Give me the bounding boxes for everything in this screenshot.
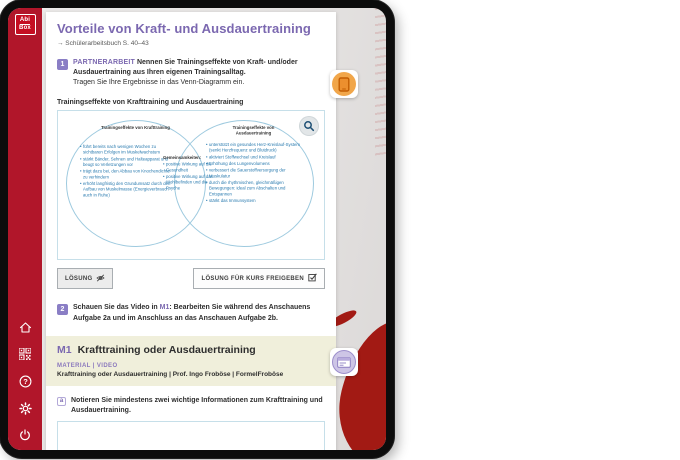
venn-left-list [80, 144, 174, 199]
task-2a-letter: a [57, 397, 66, 406]
sidebar-nav [18, 320, 32, 442]
venn-item: • stärkt Bänder, Sehnen und Halteapparat und beugt so Verletzungen vor [80, 157, 174, 168]
venn-item: • Erhöhung des Lungenvolumens [206, 161, 306, 167]
venn-caption: Trainingseffekte von Krafttraining und Ausdauertraining [57, 99, 244, 107]
settings-icon[interactable] [18, 401, 32, 415]
material-source[interactable]: Krafttraining oder Ausdauertraining | Prof. Ingo Froböse | FormelFroböse [57, 370, 284, 378]
task-2-material-ref[interactable]: M1 [159, 304, 170, 312]
notes-icon-disc [332, 350, 356, 374]
app-screen [8, 8, 386, 450]
venn-diagram [57, 110, 325, 260]
svg-text:?: ? [22, 376, 28, 386]
venn-item: • führt bereits nach wenigen Wochen zu sichtbaren Erfolgen im Muskelwachstum [80, 144, 174, 155]
material-code: M1 [57, 343, 72, 356]
venn-middle-title: Gemeinsamkeiten: [163, 155, 202, 161]
notes-icon[interactable] [330, 348, 358, 376]
task-1-normal: Tragen Sie Ihre Ergebnisse in das Venn-Diagramm ein. [73, 79, 245, 87]
main-area [42, 8, 386, 450]
tablet-version-icon[interactable] [330, 70, 358, 98]
tablet-version-icon-disc [332, 72, 356, 96]
venn-item: • aktiviert Stoffwechsel und Kreislauf [206, 155, 306, 161]
magnifier-icon[interactable] [300, 117, 318, 135]
page-title: Vorteile von Kraft- und Ausdauertraining [57, 21, 311, 36]
solution-button[interactable] [57, 268, 113, 289]
qr-code-icon[interactable] [18, 347, 32, 361]
task-2-suffix: : Bearbeiten Sie während des Anschauens Aufgabe 2a und im Anschluss an das Anschauen Aufgabe 2b. [73, 304, 311, 322]
page-subtitle: → Schülerarbeitsbuch S. 40–43 [57, 40, 149, 47]
venn-right-title: Trainingseffekte von Ausdauertraining [232, 125, 275, 137]
venn-item: • verbessert die Sauerstoffversorgung der Muskulatur [206, 168, 306, 179]
material-title: Krafttraining oder Ausdauertraining [77, 343, 256, 356]
task-2 [57, 303, 325, 323]
logo-line2: Box [19, 25, 31, 31]
venn-item: • unterstützt ein gesundes Herz-Kreislauf-System (senkt Herzfrequenz und Blutdruck) [206, 142, 306, 153]
power-icon[interactable] [18, 428, 32, 442]
venn-item: • positive Wirkung auf die Gesundheit [163, 162, 216, 173]
solution-button-row [57, 268, 325, 289]
task-2a [57, 396, 325, 416]
task-2a-text: Notieren Sie mindestens zwei wichtige Informationen zum Krafttraining und Ausdauertraining. [71, 396, 323, 414]
answer-input[interactable] [57, 421, 325, 450]
venn-item: • durch die rhythmischen, gleichmäßigen Bewegungen: ideal zum Abschalten und Entspannen [206, 180, 306, 197]
home-icon[interactable] [18, 320, 32, 334]
help-icon[interactable] [18, 374, 32, 388]
venn-item: • positive Wirkung auf das Wohlbefinden und die Psyche [163, 174, 216, 191]
checkbox-icon [308, 273, 317, 284]
task-2-number: 2 [57, 304, 68, 315]
venn-item: • trägt dazu bei, den Abbau von Knochendichte zu verhindern [80, 169, 174, 180]
venn-item: • stärkt das Immunsystem [206, 198, 306, 204]
solution-button-label: LÖSUNG [65, 275, 93, 282]
venn-right-list [206, 142, 306, 205]
sidebar [8, 8, 42, 450]
task-1-tag: PARTNERARBEIT [73, 59, 135, 66]
photo-streaks-decoration [375, 8, 386, 158]
venn-item: • erhöht langfristig den Grundumsatz durch den Aufbau von Muskelmasse (Energieverbrauch auch in Ruhe) [80, 181, 174, 198]
task-1-number: 1 [57, 59, 68, 70]
task-2-text [73, 303, 325, 323]
worksheet-card [46, 12, 336, 450]
eye-off-icon [96, 274, 105, 284]
task-2-prefix: Schauen Sie das Video in [73, 304, 160, 312]
material-type-label: MATERIAL | VIDEO [57, 362, 118, 369]
abibox-logo[interactable] [15, 14, 36, 35]
task-1 [57, 58, 325, 88]
share-solution-button[interactable] [193, 268, 325, 289]
venn-left-title: Trainingseffekte von Krafttraining [101, 125, 170, 131]
logo-line1: Abi [19, 17, 31, 23]
task-1-bold: Nennen Sie Trainingseffekte von Kraft- und/oder Ausdauertraining aus Ihren eigenen Trainingsalltag. [73, 59, 298, 77]
share-solution-label: LÖSUNG FÜR KURS FREIGEBEN [201, 275, 304, 282]
material-header [57, 344, 325, 356]
material-box [46, 336, 336, 386]
task-1-text [73, 58, 325, 88]
